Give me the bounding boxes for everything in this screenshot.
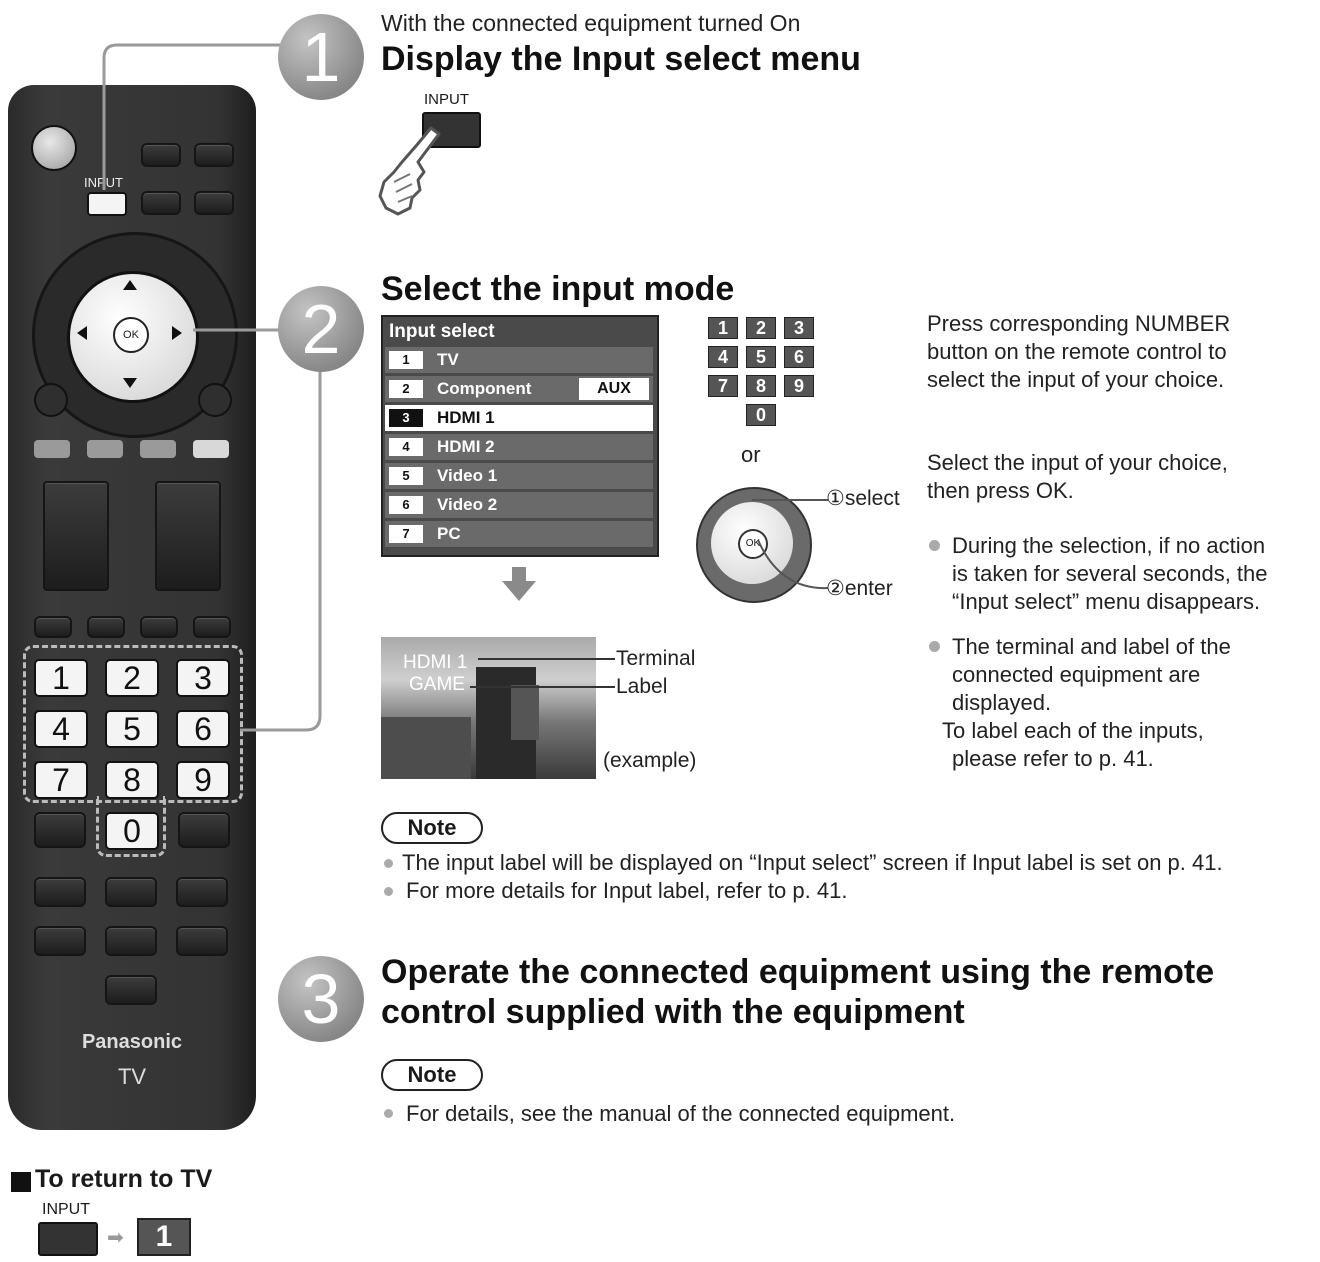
menu-title: Input select [389, 321, 495, 342]
menu-row-tv[interactable] [385, 347, 653, 373]
num-key-4[interactable]: 4 [34, 710, 88, 748]
pointing-hand-icon [376, 122, 448, 218]
desc2-line: Select the input of your choice, [927, 450, 1228, 475]
bullet-icon [384, 1109, 393, 1118]
bullet2-extra-line: To label each of the inputs, [942, 718, 1204, 743]
example-terminal-text: HDMI 1 [403, 652, 468, 673]
label-caption: Label [616, 675, 668, 698]
bullet2-extra-line: please refer to p. 41. [952, 746, 1154, 771]
bullet1-line: is taken for several seconds, the [952, 561, 1268, 586]
select-enter-leaders [740, 490, 840, 600]
menu-row-label: PC [437, 524, 461, 543]
input-select-menu [381, 315, 659, 557]
small-key-8: 8 [746, 375, 776, 397]
bullet1-line: “Input select” menu disappears. [952, 589, 1261, 614]
remote-button[interactable] [34, 926, 86, 956]
step-3-title-line: Operate the connected equipment using the remote [381, 953, 1215, 991]
square-bullet-icon [11, 1172, 31, 1192]
menu-row-number: 4 [389, 438, 423, 456]
down-arrow-icon [500, 567, 538, 603]
step-2-badge: 2 [278, 286, 364, 372]
menu-row-aux-label: AUX [579, 378, 649, 400]
return-tv-title: To return to TV [35, 1165, 213, 1193]
connector-lines [0, 0, 420, 900]
desc2-line: then press OK. [927, 478, 1074, 503]
small-key-4: 4 [708, 346, 738, 368]
note-badge: Note [381, 812, 483, 844]
menu-row-number: 5 [389, 467, 423, 485]
bullet2-line: displayed. [952, 690, 1052, 715]
step-3-title-line: control supplied with the equipment [381, 993, 965, 1031]
bullet-icon [384, 859, 393, 868]
num-key-6[interactable]: 6 [176, 710, 230, 748]
note-line: For more details for Input label, refer to p. 41. [406, 878, 848, 903]
bullet-icon [929, 641, 940, 652]
menu-row-number: 2 [389, 380, 423, 398]
terminal-caption: Terminal [616, 647, 696, 670]
menu-row-label: Component [437, 379, 532, 398]
bullet-icon [384, 887, 393, 896]
menu-row-hdmi2[interactable] [385, 434, 653, 460]
arrow-right-icon: ➡ [107, 1227, 124, 1249]
menu-row-number: 7 [389, 525, 423, 543]
small-ok-button: OK [738, 529, 768, 559]
step-3-badge: 3 [278, 956, 364, 1042]
step-1-title: Display the Input select menu [381, 40, 861, 78]
remote-button[interactable] [176, 926, 228, 956]
return-key-1: 1 [137, 1218, 191, 1256]
return-input-button [38, 1222, 98, 1256]
step-1-input-label: INPUT [424, 91, 469, 108]
num-key-3[interactable]: 3 [176, 659, 230, 697]
num-key-5[interactable]: 5 [105, 710, 159, 748]
menu-row-label: Video 2 [437, 495, 498, 514]
ok-button[interactable]: OK [113, 317, 149, 353]
num-key-0[interactable]: 0 [105, 812, 159, 850]
desc1-line: Press corresponding NUMBER [927, 311, 1231, 336]
enter-label: ②enter [826, 577, 893, 600]
small-key-1: 1 [708, 317, 738, 339]
menu-row-number: 3 [389, 409, 423, 427]
remote-model: TV [117, 1064, 147, 1089]
bullet1-line: During the selection, if no action [952, 533, 1266, 558]
small-key-0: 0 [746, 404, 776, 426]
step-1-badge: 1 [278, 14, 364, 100]
small-key-6: 6 [784, 346, 814, 368]
example-caption: (example) [603, 749, 697, 772]
or-text: or [741, 442, 761, 467]
num-key-2[interactable]: 2 [105, 659, 159, 697]
remote-button[interactable] [105, 926, 157, 956]
menu-row-component[interactable] [385, 376, 653, 402]
num-key-8[interactable]: 8 [105, 761, 159, 799]
num-key-7[interactable]: 7 [34, 761, 88, 799]
menu-row-video1[interactable] [385, 463, 653, 489]
menu-row-label: TV [437, 350, 459, 369]
num-key-9[interactable]: 9 [176, 761, 230, 799]
bullet2-line: The terminal and label of the [952, 634, 1231, 659]
menu-row-video2[interactable] [385, 492, 653, 518]
desc1-line: button on the remote control to [927, 339, 1227, 364]
small-key-7: 7 [708, 375, 738, 397]
note-line: For details, see the manual of the connected equipment. [406, 1101, 956, 1126]
remote-button[interactable] [105, 975, 157, 1005]
menu-row-hdmi1[interactable] [385, 405, 653, 431]
step-1-subtitle: With the connected equipment turned On [381, 10, 801, 36]
remote-brand: Panasonic [81, 1031, 183, 1053]
small-key-3: 3 [784, 317, 814, 339]
small-key-5: 5 [746, 346, 776, 368]
menu-row-label: HDMI 2 [437, 437, 495, 456]
select-label: ①select [826, 487, 900, 510]
small-key-2: 2 [746, 317, 776, 339]
menu-row-number: 1 [389, 351, 423, 369]
small-key-9: 9 [784, 375, 814, 397]
remote-input-label: INPUT [84, 175, 123, 190]
bullet2-line: connected equipment are [952, 662, 1201, 687]
desc1-line: select the input of your choice. [927, 367, 1225, 392]
menu-row-label: HDMI 1 [437, 408, 495, 427]
menu-row-number: 6 [389, 496, 423, 514]
menu-row-label: Video 1 [437, 466, 498, 485]
note-line: The input label will be displayed on “Input select” screen if Input label is set on p. 41. [402, 850, 1223, 875]
menu-row-pc[interactable] [385, 521, 653, 547]
terminal-label-leaders [470, 650, 620, 700]
step-2-title: Select the input mode [381, 270, 735, 308]
return-input-label: INPUT [42, 1201, 90, 1218]
example-label-text: GAME [409, 674, 465, 695]
num-key-1[interactable]: 1 [34, 659, 88, 697]
note-badge: Note [381, 1059, 483, 1091]
bullet-icon [929, 540, 940, 551]
